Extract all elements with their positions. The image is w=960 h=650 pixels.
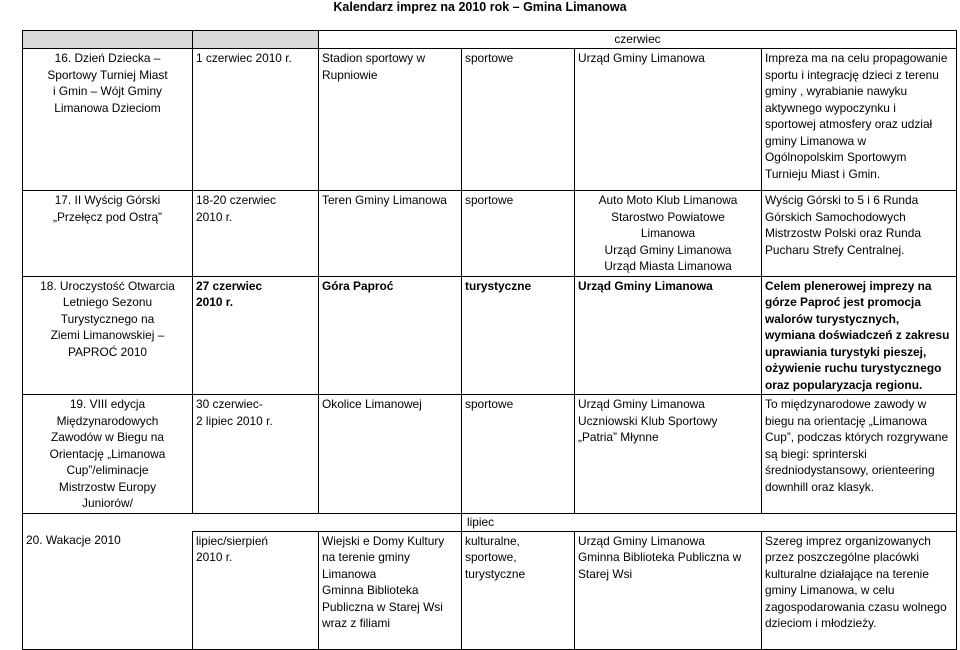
event-description: Celem plenerowej imprezy na górze Paproć jest promocja walorów turystycznych, wymiana doświadczeń z zakresu uprawiania turystyki pieszej, ożywienie ruchu turystycznego oraz popularyzacja regionu. (762, 276, 957, 395)
event-type: sportowe (462, 191, 575, 277)
event-date: lipiec/sierpień 2010 r. (193, 531, 319, 649)
event-date: 18-20 czerwiec 2010 r. (193, 191, 319, 277)
table-row (23, 531, 957, 649)
event-place: Góra Paproć (319, 276, 462, 395)
table-row (23, 395, 957, 514)
event-type: kulturalne, sportowe, turystyczne (462, 531, 575, 649)
event-place: Stadion sportowy w Rupniowie (319, 49, 462, 191)
event-type: sportowe (462, 395, 575, 514)
event-organizer: Urząd Gminy Limanowa (575, 49, 762, 191)
month-spacer (23, 31, 193, 49)
events-table (22, 30, 957, 650)
table-row (23, 191, 957, 277)
event-place: Teren Gminy Limanowa (319, 191, 462, 277)
event-place: Wiejski e Domy Kultury na terenie gminy Limanowa Gminna Biblioteka Publiczna w Starej Wsi wraz z filiami (319, 531, 462, 649)
month-spacer (193, 31, 319, 49)
event-place: Okolice Limanowej (319, 395, 462, 514)
event-name: 20. Wakacje 2010 (23, 531, 193, 649)
event-name: 19. VIII edycja Międzynarodowych Zawodów w Biegu na Orientację „Limanowa Cup”/eliminacje Mistrzostw Europy Juniorów/ (23, 395, 193, 514)
month-row-june (23, 31, 957, 49)
event-date: 27 czerwiec 2010 r. (193, 276, 319, 395)
event-description: Impreza ma na celu propagowanie sportu i integrację dzieci z terenu gminy , wyrabianie nawyku aktywnego wypoczynku i sportowej atmosfery oraz udział gminy Limanowa w Ogólnopolskim Sportowym Turnieju Miast i Gmin. (762, 49, 957, 191)
page-title: Kalendarz imprez na 2010 rok – Gmina Limanowa (333, 0, 627, 14)
event-organizer: Urząd Gminy Limanowa Gminna Biblioteka Publiczna w Starej Wsi (575, 531, 762, 649)
event-organizer: Auto Moto Klub Limanowa Starostwo Powiatowe Limanowa Urząd Gminy Limanowa Urząd Miasta Limanowa (575, 191, 762, 277)
event-name: 17. II Wyścig Górski „Przełęcz pod Ostrą” (23, 191, 193, 277)
month-spacer (23, 513, 462, 531)
month-label-june: czerwiec (319, 31, 957, 49)
event-organizer: Urząd Gminy Limanowa (575, 276, 762, 395)
event-organizer: Urząd Gminy Limanowa Uczniowski Klub Sportowy „Patria” Młynne (575, 395, 762, 514)
event-name: 16. Dzień Dziecka – Sportowy Turniej Miast i Gmin – Wójt Gminy Limanowa Dzieciom (23, 49, 193, 191)
event-type: sportowe (462, 49, 575, 191)
event-date: 30 czerwiec- 2 lipiec 2010 r. (193, 395, 319, 514)
event-description: Wyścig Górski to 5 i 6 Runda Górskich Samochodowych Mistrzostw Polski oraz Runda Pucharu Strefy Centralnej. (762, 191, 957, 277)
table-row (23, 276, 957, 395)
month-label-july: lipiec (462, 513, 957, 531)
table-row (23, 49, 957, 191)
event-type: turystyczne (462, 276, 575, 395)
month-row-july (23, 513, 957, 531)
event-date: 1 czerwiec 2010 r. (193, 49, 319, 191)
event-name: 18. Uroczystość Otwarcia Letniego Sezonu Turystycznego na Ziemi Limanowskiej – PAPROĆ 2010 (23, 276, 193, 395)
event-description: Szereg imprez organizowanych przez poszczególne placówki kulturalne działające na terenie gminy Limanowa, w celu zagospodarowania czasu wolnego dzieciom i młodzieży. (762, 531, 957, 649)
event-description: To międzynarodowe zawody w biegu na orientację „Limanowa Cup”, podczas których rozgrywane są biegi: sprinterski średniodystansowy, orienteering downhill oraz klasyk. (762, 395, 957, 514)
